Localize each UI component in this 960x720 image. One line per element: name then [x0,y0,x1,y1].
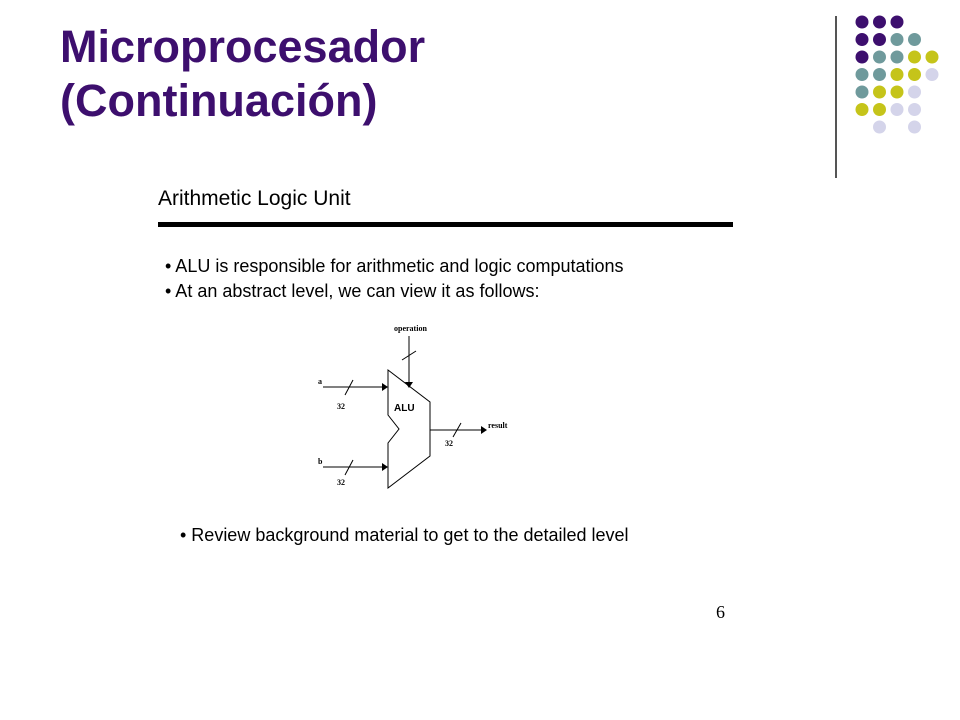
decoration-dot [908,33,921,46]
decoration-dot [891,51,904,64]
section-heading: Arithmetic Logic Unit [158,187,351,210]
decoration-dot [891,86,904,99]
decoration-dot [856,68,869,81]
decoration-dot [891,33,904,46]
decoration-dot [856,33,869,46]
alu-label: ALU [394,403,415,414]
slide-title-line-2: (Continuación) [60,75,378,126]
decoration-dot [891,68,904,81]
decoration-dot [856,16,869,29]
result-arrowhead [481,426,487,434]
decoration-dot [873,16,886,29]
decoration-dot [856,86,869,99]
input-b-width: 32 [337,478,345,487]
decoration-dot [908,121,921,134]
page-number: 6 [716,602,725,622]
decoration-dot [926,68,939,81]
decoration-dot [873,86,886,99]
heading-rule [158,222,733,227]
decoration-dot [891,16,904,29]
input-b-label: b [318,457,323,466]
input-a-arrowhead [382,383,388,391]
input-a-label: a [318,377,322,386]
decoration-dot [908,86,921,99]
bullet-1: • ALU is responsible for arithmetic and logic computations [165,256,624,276]
decoration-dot [908,103,921,116]
decoration-dot [926,51,939,64]
decoration-dot [873,121,886,134]
slide-title-line-1: Microprocesador [60,21,426,72]
decoration-dot [873,68,886,81]
bullet-3: • Review background material to get to the detailed level [180,525,629,545]
decoration-dot [908,68,921,81]
decoration-dot [891,103,904,116]
decoration-dot [908,51,921,64]
result-width: 32 [445,439,453,448]
result-label: result [488,421,508,430]
input-b-arrowhead [382,463,388,471]
alu-diagram [305,320,530,495]
bullet-2: • At an abstract level, we can view it as follows: [165,281,540,301]
operation-label: operation [394,324,427,333]
decoration-dot [856,51,869,64]
decoration-dot [873,33,886,46]
input-a-width: 32 [337,402,345,411]
decoration-dot [856,103,869,116]
decoration-dot [873,103,886,116]
decoration-dot [873,51,886,64]
